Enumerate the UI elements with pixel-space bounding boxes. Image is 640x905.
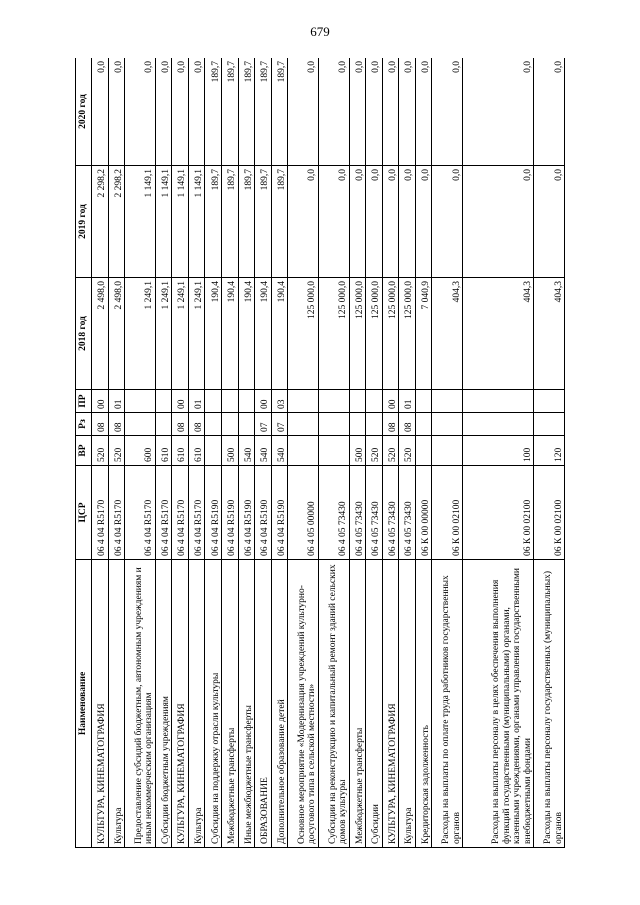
cell-y2019: 189,7 bbox=[205, 166, 222, 278]
cell-rz bbox=[432, 413, 463, 436]
cell-name: КУЛЬТУРА, КИНЕМАТОГРАФИЯ bbox=[382, 560, 399, 848]
table-row bbox=[222, 58, 239, 848]
cell-y2018: 125 000,0 bbox=[382, 278, 399, 390]
cell-name: Предоставление субсидий бюджетным, автономным учреждениям и иным некоммерческим организациям bbox=[125, 560, 156, 848]
page-number: 679 bbox=[310, 24, 330, 39]
cell-rz: 08 bbox=[188, 413, 205, 436]
table-row bbox=[382, 58, 399, 848]
table-body bbox=[92, 58, 565, 848]
cell-rz bbox=[349, 413, 366, 436]
cell-y2018: 190,4 bbox=[238, 278, 255, 390]
cell-name: Субсидии на реконструкцию и капитальный ремонт зданий сельских домов культуры bbox=[318, 560, 349, 848]
cell-pr bbox=[222, 390, 239, 413]
cell-vr: 500 bbox=[349, 436, 366, 466]
cell-vr: 610 bbox=[155, 436, 172, 466]
cell-name: Субсидии bbox=[366, 560, 383, 848]
cell-vr bbox=[205, 436, 222, 466]
cell-pr bbox=[415, 390, 432, 413]
header-2020: 2020 год bbox=[76, 58, 92, 166]
cell-pr: 01 bbox=[399, 390, 416, 413]
table-row bbox=[318, 58, 349, 848]
cell-y2020: 189,7 bbox=[238, 58, 255, 166]
cell-y2019: 0,0 bbox=[382, 166, 399, 278]
cell-y2018: 125 000,0 bbox=[318, 278, 349, 390]
cell-vr: 520 bbox=[92, 436, 109, 466]
cell-csr: 06 4 04 R5190 bbox=[222, 466, 239, 560]
cell-rz bbox=[155, 413, 172, 436]
cell-name: Дополнительное образование детей bbox=[271, 560, 288, 848]
cell-csr: 06 4 04 R5170 bbox=[125, 466, 156, 560]
cell-y2020: 0,0 bbox=[155, 58, 172, 166]
table-row bbox=[432, 58, 463, 848]
cell-rz: 07 bbox=[271, 413, 288, 436]
cell-y2019: 0,0 bbox=[399, 166, 416, 278]
cell-pr: 01 bbox=[108, 390, 125, 413]
cell-rz: 07 bbox=[255, 413, 272, 436]
cell-y2019: 2 298,2 bbox=[92, 166, 109, 278]
cell-y2018: 125 000,0 bbox=[399, 278, 416, 390]
cell-pr bbox=[288, 390, 319, 413]
cell-y2020: 0,0 bbox=[318, 58, 349, 166]
cell-y2019: 189,7 bbox=[222, 166, 239, 278]
cell-y2019: 189,7 bbox=[271, 166, 288, 278]
cell-pr: 01 bbox=[188, 390, 205, 413]
cell-y2020: 0,0 bbox=[415, 58, 432, 166]
cell-csr: 06 4 05 73430 bbox=[318, 466, 349, 560]
cell-csr: 06 4 04 R5170 bbox=[188, 466, 205, 560]
cell-y2018: 404,3 bbox=[534, 278, 565, 390]
cell-name: Иные межбюджетные трансферты bbox=[238, 560, 255, 848]
cell-rz bbox=[463, 413, 534, 436]
cell-y2019: 189,7 bbox=[238, 166, 255, 278]
cell-csr: 06 4 04 R5170 bbox=[92, 466, 109, 560]
cell-vr bbox=[432, 436, 463, 466]
cell-pr bbox=[349, 390, 366, 413]
cell-y2018: 125 000,0 bbox=[288, 278, 319, 390]
cell-pr bbox=[432, 390, 463, 413]
header-2019: 2019 год bbox=[76, 166, 92, 278]
cell-y2019: 2 298,2 bbox=[108, 166, 125, 278]
cell-y2019: 0,0 bbox=[349, 166, 366, 278]
table-row bbox=[255, 58, 272, 848]
cell-y2018: 1 249,1 bbox=[188, 278, 205, 390]
cell-vr: 540 bbox=[255, 436, 272, 466]
cell-name: Основное мероприятие «Модернизация учреждений культурно-досугового типа в сельской местности» bbox=[288, 560, 319, 848]
cell-csr: 06 К 00 02100 bbox=[432, 466, 463, 560]
cell-rz: 08 bbox=[172, 413, 189, 436]
cell-csr: 06 4 04 R5170 bbox=[155, 466, 172, 560]
cell-vr bbox=[415, 436, 432, 466]
table-row bbox=[349, 58, 366, 848]
cell-y2019: 1 149,1 bbox=[155, 166, 172, 278]
cell-y2018: 125 000,0 bbox=[349, 278, 366, 390]
table-wrapper bbox=[75, 58, 565, 848]
cell-y2018: 404,3 bbox=[432, 278, 463, 390]
cell-y2018: 7 040,9 bbox=[415, 278, 432, 390]
cell-csr: 06 4 05 00000 bbox=[288, 466, 319, 560]
cell-y2020: 0,0 bbox=[366, 58, 383, 166]
cell-y2018: 190,4 bbox=[205, 278, 222, 390]
table-row bbox=[172, 58, 189, 848]
cell-y2018: 2 498,0 bbox=[92, 278, 109, 390]
table-row bbox=[366, 58, 383, 848]
cell-y2018: 125 000,0 bbox=[366, 278, 383, 390]
cell-vr: 610 bbox=[188, 436, 205, 466]
cell-rz: 08 bbox=[382, 413, 399, 436]
cell-pr: 00 bbox=[172, 390, 189, 413]
cell-y2020: 0,0 bbox=[349, 58, 366, 166]
cell-name: Расходы на выплаты персоналу в целях обеспечения выполнения функций государственными (муниципальными) органами, казенными учреждениями, органами управления государственными внебюджетными фондами bbox=[463, 560, 534, 848]
cell-vr: 540 bbox=[238, 436, 255, 466]
cell-y2018: 1 249,1 bbox=[172, 278, 189, 390]
cell-name: Межбюджетные трансферты bbox=[349, 560, 366, 848]
cell-y2018: 190,4 bbox=[271, 278, 288, 390]
cell-y2020: 189,7 bbox=[205, 58, 222, 166]
cell-y2019: 1 149,1 bbox=[125, 166, 156, 278]
table-row bbox=[188, 58, 205, 848]
cell-pr bbox=[155, 390, 172, 413]
cell-pr: 00 bbox=[382, 390, 399, 413]
cell-csr: 06 К 00 02100 bbox=[534, 466, 565, 560]
cell-y2020: 0,0 bbox=[172, 58, 189, 166]
cell-csr: 06 4 04 R5170 bbox=[172, 466, 189, 560]
cell-pr bbox=[366, 390, 383, 413]
cell-y2019: 1 149,1 bbox=[188, 166, 205, 278]
cell-y2020: 0,0 bbox=[125, 58, 156, 166]
cell-y2020: 0,0 bbox=[382, 58, 399, 166]
cell-vr: 540 bbox=[271, 436, 288, 466]
table-row bbox=[271, 58, 288, 848]
cell-rz bbox=[534, 413, 565, 436]
cell-pr bbox=[238, 390, 255, 413]
cell-pr: 03 bbox=[271, 390, 288, 413]
cell-y2020: 0,0 bbox=[399, 58, 416, 166]
table-row bbox=[399, 58, 416, 848]
cell-vr: 520 bbox=[382, 436, 399, 466]
cell-rz: 08 bbox=[399, 413, 416, 436]
cell-csr: 06 4 04 R5190 bbox=[271, 466, 288, 560]
cell-y2020: 0,0 bbox=[288, 58, 319, 166]
cell-y2019: 0,0 bbox=[318, 166, 349, 278]
cell-pr bbox=[205, 390, 222, 413]
cell-pr: 00 bbox=[92, 390, 109, 413]
cell-vr: 520 bbox=[399, 436, 416, 466]
cell-rz bbox=[318, 413, 349, 436]
cell-rz bbox=[288, 413, 319, 436]
cell-y2019: 0,0 bbox=[534, 166, 565, 278]
cell-vr: 520 bbox=[108, 436, 125, 466]
cell-csr: 06 4 05 73430 bbox=[366, 466, 383, 560]
cell-name: Расходы на выплаты персоналу государственных (муниципальных) органов bbox=[534, 560, 565, 848]
cell-pr bbox=[125, 390, 156, 413]
table-row bbox=[288, 58, 319, 848]
cell-csr: 06 4 05 73430 bbox=[399, 466, 416, 560]
cell-vr: 610 bbox=[172, 436, 189, 466]
cell-name: Субсидия на поддержку отрасли культуры bbox=[205, 560, 222, 848]
cell-vr: 600 bbox=[125, 436, 156, 466]
cell-rz bbox=[366, 413, 383, 436]
header-csr: ЦСР bbox=[76, 466, 92, 560]
cell-rz: 08 bbox=[108, 413, 125, 436]
table-row bbox=[534, 58, 565, 848]
cell-name: Кредиторская задолженность bbox=[415, 560, 432, 848]
cell-csr: 06 К 00 00000 bbox=[415, 466, 432, 560]
cell-y2018: 404,3 bbox=[463, 278, 534, 390]
cell-vr: 500 bbox=[222, 436, 239, 466]
cell-rz bbox=[238, 413, 255, 436]
table-row bbox=[463, 58, 534, 848]
cell-y2019: 0,0 bbox=[366, 166, 383, 278]
header-pr: ПР bbox=[76, 390, 92, 413]
cell-name: ОБРАЗОВАНИЕ bbox=[255, 560, 272, 848]
cell-name: КУЛЬТУРА, КИНЕМАТОГРАФИЯ bbox=[172, 560, 189, 848]
cell-pr: 00 bbox=[255, 390, 272, 413]
cell-y2019: 1 149,1 bbox=[172, 166, 189, 278]
table-row bbox=[415, 58, 432, 848]
cell-name: Межбюджетные трансферты bbox=[222, 560, 239, 848]
cell-pr bbox=[534, 390, 565, 413]
cell-name: Расходы на выплаты по оплате труда работников государственных органов bbox=[432, 560, 463, 848]
cell-y2020: 0,0 bbox=[534, 58, 565, 166]
cell-csr: 06 4 04 R5190 bbox=[205, 466, 222, 560]
cell-pr bbox=[463, 390, 534, 413]
table-row bbox=[125, 58, 156, 848]
cell-y2020: 189,7 bbox=[255, 58, 272, 166]
cell-y2019: 0,0 bbox=[415, 166, 432, 278]
cell-y2020: 0,0 bbox=[463, 58, 534, 166]
cell-y2020: 0,0 bbox=[108, 58, 125, 166]
header-vr: ВР bbox=[76, 436, 92, 466]
budget-table bbox=[75, 58, 565, 848]
cell-y2019: 0,0 bbox=[432, 166, 463, 278]
header-rz: Рз bbox=[76, 413, 92, 436]
table-row bbox=[238, 58, 255, 848]
cell-y2020: 189,7 bbox=[222, 58, 239, 166]
header-name: Наименование bbox=[76, 560, 92, 848]
cell-y2018: 190,4 bbox=[255, 278, 272, 390]
cell-vr bbox=[318, 436, 349, 466]
cell-rz bbox=[205, 413, 222, 436]
table-row bbox=[155, 58, 172, 848]
cell-y2020: 0,0 bbox=[92, 58, 109, 166]
cell-rz bbox=[125, 413, 156, 436]
cell-csr: 06 4 05 73430 bbox=[349, 466, 366, 560]
rotated-table-area bbox=[75, 58, 565, 848]
cell-name: Культура bbox=[108, 560, 125, 848]
cell-pr bbox=[318, 390, 349, 413]
cell-y2018: 1 249,1 bbox=[155, 278, 172, 390]
cell-y2018: 190,4 bbox=[222, 278, 239, 390]
cell-vr bbox=[288, 436, 319, 466]
cell-y2018: 2 498,0 bbox=[108, 278, 125, 390]
cell-name: Культура bbox=[188, 560, 205, 848]
table-row bbox=[108, 58, 125, 848]
cell-y2019: 0,0 bbox=[463, 166, 534, 278]
header-2018: 2018 год bbox=[76, 278, 92, 390]
cell-y2018: 1 249,1 bbox=[125, 278, 156, 390]
cell-csr: 06 4 05 73430 bbox=[382, 466, 399, 560]
cell-csr: 06 4 04 R5170 bbox=[108, 466, 125, 560]
table-row bbox=[92, 58, 109, 848]
table-header-row bbox=[76, 58, 92, 848]
cell-rz: 08 bbox=[92, 413, 109, 436]
table-row bbox=[205, 58, 222, 848]
cell-name: Культура bbox=[399, 560, 416, 848]
cell-rz bbox=[415, 413, 432, 436]
cell-vr: 120 bbox=[534, 436, 565, 466]
cell-y2020: 189,7 bbox=[271, 58, 288, 166]
cell-csr: 06 4 04 R5190 bbox=[238, 466, 255, 560]
cell-name: Субсидии бюджетным учреждениям bbox=[155, 560, 172, 848]
cell-y2019: 189,7 bbox=[255, 166, 272, 278]
cell-y2019: 0,0 bbox=[288, 166, 319, 278]
cell-rz bbox=[222, 413, 239, 436]
cell-y2020: 0,0 bbox=[432, 58, 463, 166]
cell-csr: 06 К 00 02100 bbox=[463, 466, 534, 560]
cell-vr: 520 bbox=[366, 436, 383, 466]
cell-name: КУЛЬТУРА, КИНЕМАТОГРАФИЯ bbox=[92, 560, 109, 848]
cell-vr: 100 bbox=[463, 436, 534, 466]
cell-csr: 06 4 04 R5190 bbox=[255, 466, 272, 560]
cell-y2020: 0,0 bbox=[188, 58, 205, 166]
